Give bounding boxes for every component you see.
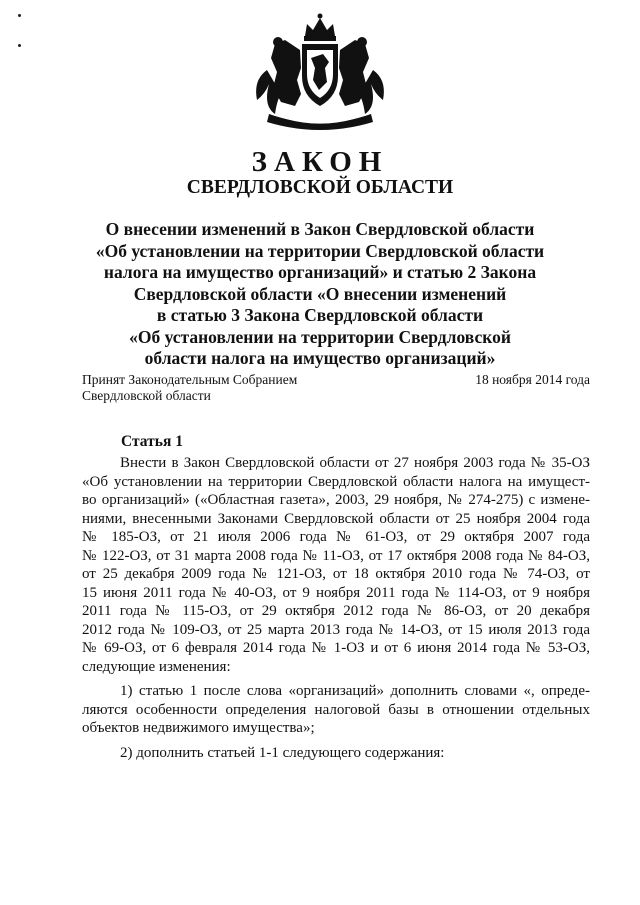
paragraph-line: 2) дополнить статьей 1-1 следующего содержания: xyxy=(120,744,445,761)
paragraph-line: Внести в Закон Свердловской области от 27 ноября 2003 года № 35-ОЗ xyxy=(120,455,590,471)
coat-of-arms-emblem xyxy=(245,10,395,132)
paragraph-line: 1) статью 1 после слова «организаций» дополнить словами «, опреде- xyxy=(120,683,590,699)
paragraph-line: во организаций» («Областная газета», 2003, 29 ноября, № 274-275) с измене- xyxy=(82,492,590,508)
paragraph-line: 2011 года № 115-ОЗ, от 29 октября 2012 года № 86-ОЗ, от 20 декабря xyxy=(82,603,590,619)
shield-icon xyxy=(302,44,338,106)
heading-line: О внесении изменений в Закон Свердловской области xyxy=(105,219,535,239)
paragraph-line: 2012 года № 109-ОЗ, от 25 марта 2013 года № 14-ОЗ, от 15 июля 2013 года xyxy=(82,621,590,638)
heading-line: в статью 3 Закона Свердловской области xyxy=(156,305,484,325)
paragraph-line: следующие изменения: xyxy=(82,658,231,675)
article-body xyxy=(82,454,590,762)
paragraph-line: № 122-ОЗ, от 31 марта 2008 года № 11-ОЗ, от 17 октября 2008 года № 84-ОЗ, xyxy=(82,547,590,564)
heading-line: области налога на имущество организаций» xyxy=(144,348,496,368)
heading-line: налога на имущество организаций» и статью 2 Закона xyxy=(103,262,537,282)
adopted-by-line: Принят Законодательным Собранием xyxy=(82,372,298,387)
heading-line: «Об установлении на территории Свердловской области xyxy=(95,240,545,261)
paragraph-line: ниями, внесенными Законами Свердловской области от 25 ноября 2004 года xyxy=(82,510,590,527)
adopted-by-line: Свердловской области xyxy=(82,388,211,403)
heading-line: «Об установлении на территории Свердловской xyxy=(129,326,511,347)
ribbon-icon xyxy=(267,114,373,130)
paragraph-line: «Об установлении на территории Свердловской области налога на имущест- xyxy=(82,473,590,490)
law-heading xyxy=(70,219,570,370)
adopted-date: 18 ноября 2014 года xyxy=(475,372,590,387)
document-title: ЗАКОН xyxy=(251,146,389,178)
paragraph-line: ляются особенности определения налоговой базы в отношении отдельных xyxy=(82,701,590,718)
paragraph-line: от 25 декабря 2009 года № 121-ОЗ, от 18 октября 2010 года № 74-ОЗ, от xyxy=(82,566,590,582)
article-title: Статья 1 xyxy=(121,433,183,450)
document-subtitle: СВЕРДЛОВСКОЙ ОБЛАСТИ xyxy=(186,177,454,198)
paragraph-line: 15 июня 2011 года № 40-ОЗ, от 9 ноября 2011 года № 114-ОЗ, от 9 ноября xyxy=(82,584,590,601)
scan-dot xyxy=(18,14,21,17)
heading-line: Свердловской области «О внесении изменений xyxy=(133,283,507,304)
adopted-by xyxy=(82,372,297,404)
paragraph-line: № 69-ОЗ, от 6 февраля 2014 года № 1-ОЗ и от 6 июня 2014 года № 53-ОЗ, xyxy=(82,640,590,656)
paragraph-line: объектов недвижимого имущества»; xyxy=(82,720,315,736)
crown-icon xyxy=(304,14,336,42)
paragraph-line: № 185-ОЗ, от 21 июля 2006 года № 61-ОЗ, от 29 октября 2007 года xyxy=(82,529,590,545)
scan-dot xyxy=(18,44,21,47)
